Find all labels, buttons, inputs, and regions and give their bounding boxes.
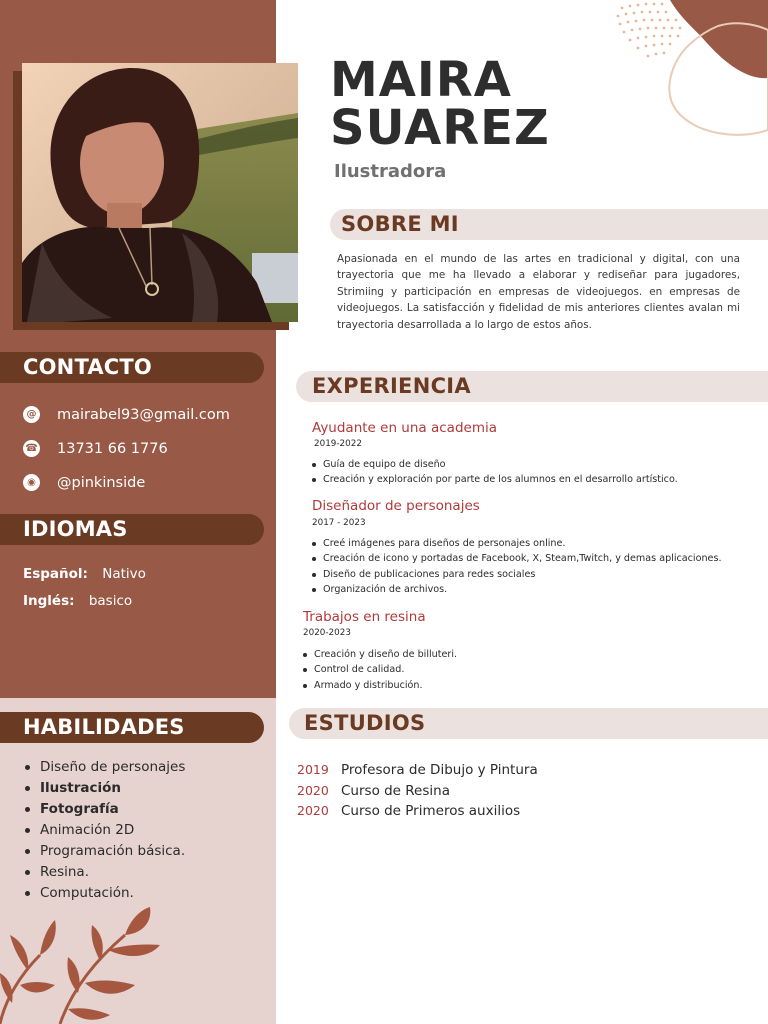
job-title: Diseñador de personajes: [312, 498, 480, 514]
contact-email-row[interactable]: [23, 406, 230, 423]
skill-item: Programación básica.: [23, 841, 185, 862]
leaf-decoration: [0, 905, 180, 1024]
job-tasks: [312, 457, 678, 488]
contact-email[interactable]: mairabel93@gmail.com: [57, 406, 230, 423]
job-tasks: [312, 536, 722, 597]
skills-heading: HABILIDADES: [0, 712, 264, 743]
decorative-shapes: [610, 0, 768, 140]
job-years: 2017 - 2023: [312, 518, 366, 528]
language-item: [23, 593, 132, 609]
job-title: Ayudante en una academia: [312, 420, 497, 436]
job-task: Creación y diseño de billuteri.: [303, 647, 457, 662]
full-name: [330, 52, 550, 156]
skill-item: Resina.: [23, 862, 185, 883]
skill-item: Fotografía: [23, 799, 185, 820]
job-role: Ilustradora: [334, 161, 447, 182]
job-task: Diseño de publicaciones para redes sociales: [312, 567, 722, 582]
skill-item: Diseño de personajes: [23, 757, 185, 778]
last-name: SUAREZ: [330, 100, 550, 156]
study-item: [297, 762, 538, 778]
study-name: Curso de Primeros auxilios: [341, 803, 521, 819]
study-item: [297, 783, 450, 799]
study-item: [297, 803, 520, 819]
job-task: Organización de archivos.: [312, 582, 722, 597]
language-level: Nativo: [102, 566, 146, 582]
contact-heading: CONTACTO: [0, 352, 264, 383]
job-task: Control de calidad.: [303, 662, 457, 677]
contact-social-row[interactable]: [23, 474, 145, 491]
study-name: Profesora de Dibujo y Pintura: [341, 762, 538, 778]
job-years: 2020-2023: [303, 628, 351, 638]
about-text: Apasionada en el mundo de las artes en tradicional y digital, con una trayectoria que me ha llevado a elaborar y rediseñar para jugadores, Strimiing y participación en empresas de videojuegos. en empresas de videojuegos. La satisfacción y fidelidad de mis anteriores clientes avalan mi trayectoria desarrollada a lo largo de estos años.: [337, 253, 740, 331]
contact-phone-row[interactable]: [23, 440, 168, 457]
language-item: [23, 566, 146, 582]
first-name: MAIRA: [330, 52, 512, 108]
job-title: Trabajos en resina: [303, 609, 426, 625]
skill-item: Ilustración: [23, 778, 185, 799]
contact-social[interactable]: @pinkinside: [57, 474, 146, 491]
experience-heading: EXPERIENCIA: [296, 371, 768, 402]
skills-list: [23, 757, 185, 904]
job-years: 2019-2022: [314, 439, 362, 449]
job-task: Armado y distribución.: [303, 678, 457, 693]
study-year: 2020: [297, 803, 329, 818]
globe-icon: ◉: [23, 474, 40, 491]
about-heading: SOBRE MI: [330, 209, 768, 240]
study-year: 2020: [297, 783, 329, 798]
study-name: Curso de Resina: [341, 783, 450, 799]
job-tasks: [303, 647, 457, 693]
profile-photo: [22, 63, 298, 322]
languages-heading: IDIOMAS: [0, 514, 264, 545]
job-task: Guía de equipo de diseño: [312, 457, 678, 472]
skill-item: Animación 2D: [23, 820, 185, 841]
contact-phone[interactable]: 13731 66 1776: [57, 440, 168, 457]
job-task: Creación de icono y portadas de Facebook, X, Steam,Twitch, y demas aplicaciones.: [312, 551, 722, 566]
job-task: Creación y exploración por parte de los alumnos en el desarrollo artístico.: [312, 472, 678, 487]
study-year: 2019: [297, 762, 329, 777]
phone-icon: ☎: [23, 440, 40, 457]
studies-heading: ESTUDIOS: [289, 708, 768, 739]
language-name: Inglés:: [23, 593, 75, 609]
skill-item: Computación.: [23, 883, 185, 904]
job-task: Creé imágenes para diseños de personajes online.: [312, 536, 722, 551]
language-name: Español:: [23, 566, 88, 582]
language-level: basico: [88, 593, 133, 609]
at-icon: @: [23, 406, 40, 423]
